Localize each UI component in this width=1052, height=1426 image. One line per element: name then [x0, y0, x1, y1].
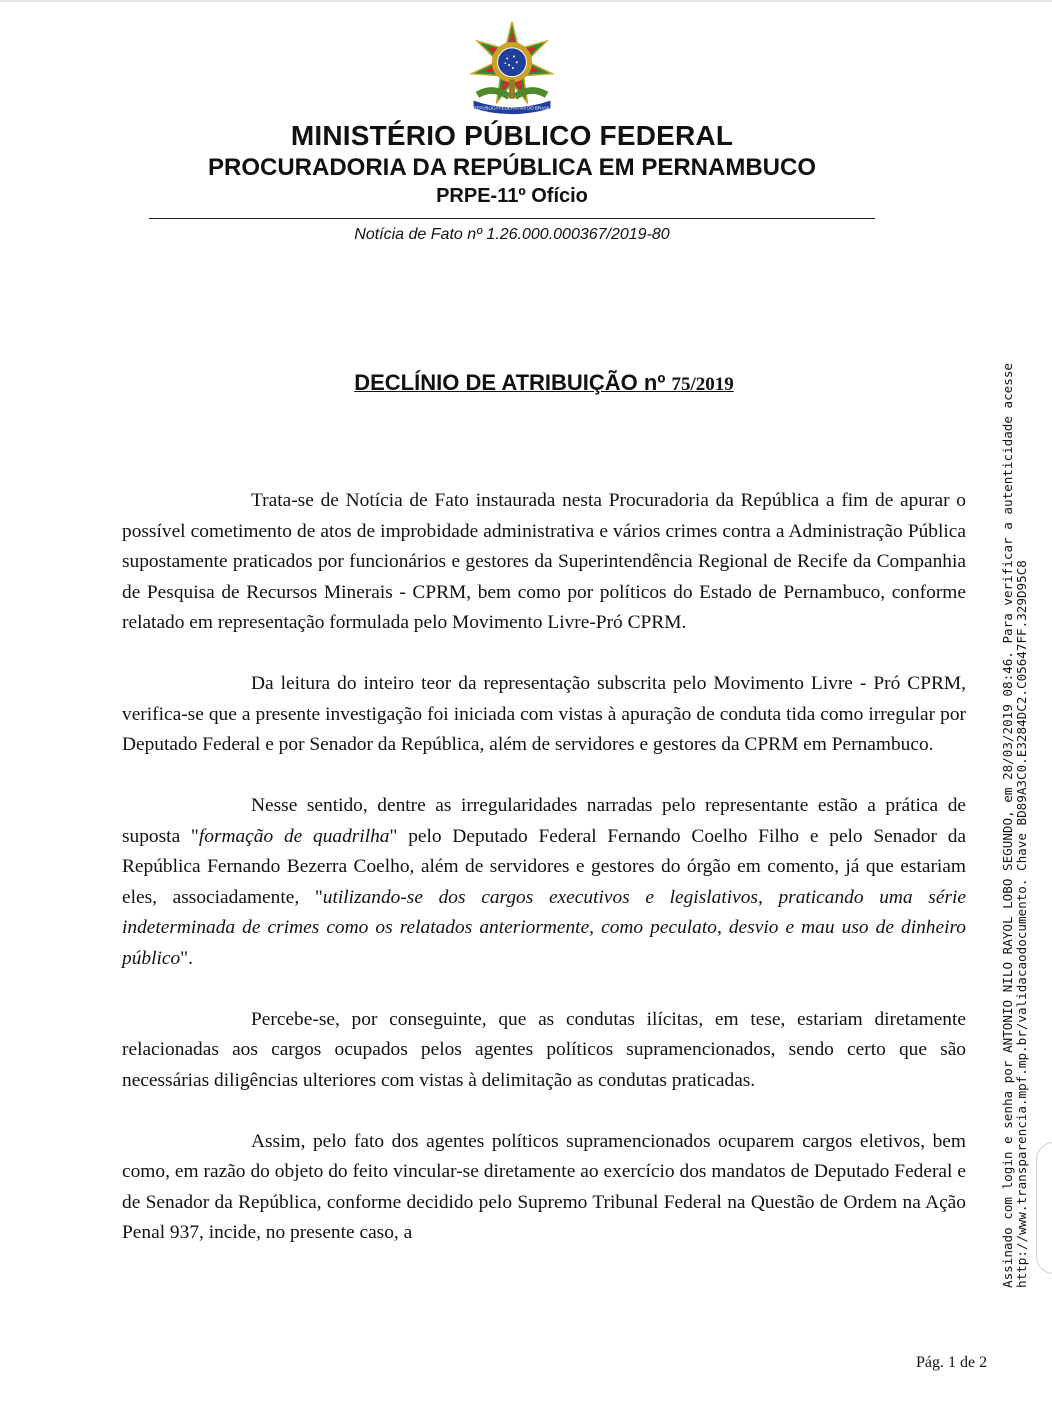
case-reference: Notícia de Fato nº 1.26.000.000367/2019-80: [354, 226, 670, 243]
signature-stamp-line-2: http://www.transparencia.mpf.mp.br/validacaodocumento. Chave BD89A3C0.E3284DC2.C05647FF.329D95C8: [1014, 560, 1029, 1288]
signature-stamp-line-1: Assinado com login e senha por ANTONIO NILO RAYOL LOBO SEGUNDO, em 28/03/2019 08:46. Para verificar a autenticidade acesse: [1000, 362, 1015, 1288]
division-title: PRPE-11º Ofício: [436, 185, 588, 207]
document-title-main: DECLÍNIO DE ATRIBUIÇÃO nº: [354, 370, 672, 395]
header-divider: [149, 218, 875, 219]
document-title-number: 75/2019: [671, 374, 734, 395]
emblem-motto: REPÚBLICA FEDERATIVA DO BRASIL: [473, 105, 551, 111]
document-title: [0, 370, 1052, 396]
page-number: Pág. 1 de 2: [916, 1354, 988, 1371]
paragraph-3-part-c: ".: [180, 947, 193, 969]
quote-formacao-de-quadrilha: formação de quadrilha: [198, 825, 390, 847]
side-scroll-tab[interactable]: [1036, 1142, 1052, 1274]
paragraph-3-part-a: Nesse sentido, dentre as irregularidades narradas pelo representante estão a prática de suposta ": [122, 795, 966, 847]
document-body: [122, 486, 966, 1279]
quote-utilizando-cargos: utilizando-se dos cargos executivos e legislativos, praticando uma série indeterminada de crimes como os relatados anteriormente, como peculato, desvio e mau uso de dinheiro público: [122, 886, 966, 969]
paragraph-3: [122, 791, 966, 974]
paragraph-3-part-b: " pelo Deputado Federal Fernando Coelho Filho e pelo Senador da República Fernando Bezerra Coelho, além de servidores e gestores do órgão em comento, já que estariam eles, associadamente, ": [122, 825, 966, 908]
signature-stamp: [1001, 363, 1029, 1288]
paragraph-4: Percebe-se, por conseguinte, que as condutas ilícitas, em tese, estariam diretamente relacionadas aos cargos ocupados pelos agentes políticos supramencionados, sendo certo que são necessárias diligências ulteriores com vistas à delimitação as condutas praticadas.: [122, 1008, 966, 1091]
office-title: PROCURADORIA DA REPÚBLICA EM PERNAMBUCO: [207, 154, 816, 181]
ministry-title: MINISTÉRIO PÚBLICO FEDERAL: [290, 120, 734, 151]
paragraph-1: Trata-se de Notícia de Fato instaurada nesta Procuradoria da República a fim de apurar o possível cometimento de atos de improbidade administrativa e vários crimes contra a Administração Pública supostamente praticados por funcionários e gestores da Superintendência Regional de Recife da Companhia de Pesquisa de Recursos Minerais - CPRM, bem como por políticos do Estado de Pernambuco, conforme relatado em representação formulada pelo Movimento Livre-Pró CPRM.: [122, 490, 966, 633]
page-top-edge: [0, 0, 1052, 2]
brasao-da-republica-icon: [464, 20, 560, 116]
paragraph-5: Assim, pelo fato dos agentes políticos supramencionados ocuparem cargos eletivos, bem como, em razão do objeto do feito vincular-se diretamente ao exercício dos mandatos de Deputado Federal e de Senador da República, conforme decidido pelo Supremo Tribunal Federal na Questão de Ordem na Ação Penal 937, incide, no presente caso, a: [122, 1130, 966, 1243]
paragraph-2: Da leitura do inteiro teor da representação subscrita pelo Movimento Livre - Pró CPRM, verifica-se que a presente investigação foi iniciada com vistas à apuração de conduta tida como irregular por Deputado Federal e por Senador da República, além de servidores e gestores da CPRM em Pernambuco.: [122, 673, 966, 755]
